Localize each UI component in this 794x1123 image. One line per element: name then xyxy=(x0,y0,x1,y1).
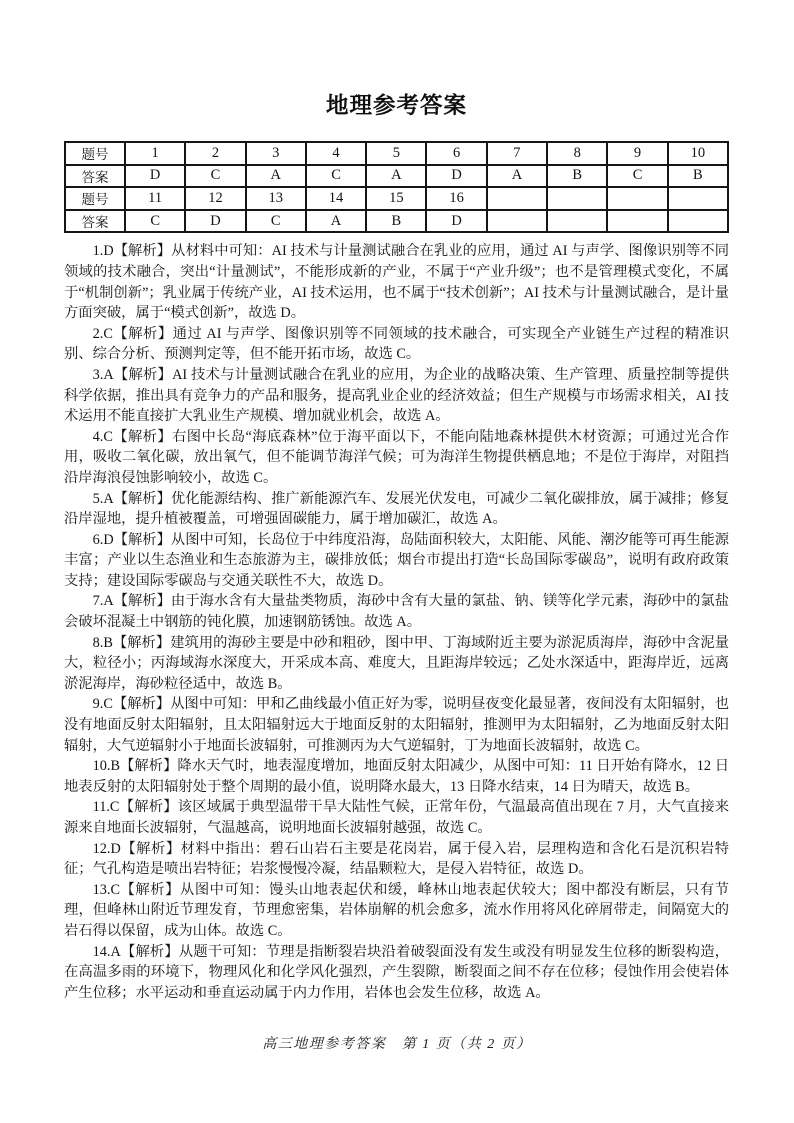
row-label: 答案 xyxy=(65,165,125,188)
answer-cell xyxy=(547,187,607,210)
page-content xyxy=(64,0,729,1003)
row-label: 答案 xyxy=(65,210,125,233)
answer-cell: 13 xyxy=(246,187,306,210)
answer-cell: B xyxy=(366,210,426,233)
explanation-paragraph: 2.C【解析】通过 AI 与声学、图像识别等不同领域的技术融合，可实现全产业链生产过程的精准识别、综合分析、预测判定等，但不能开拓市场，故选 C。 xyxy=(64,325,729,363)
answer-cell xyxy=(668,210,728,233)
answer-cell xyxy=(607,187,667,210)
answer-cell: C xyxy=(185,165,245,188)
explanation-paragraph: 3.A【解析】AI 技术与计量测试融合在乳业的应用，为企业的战略决策、生产管理、质量控制等提供科学依据，推出具有竞争力的产品和服务，提高乳业企业的经济效益；但生产规模与市场需求相关，AI 技术运用不能直接扩大乳业生产规模、增加就业机会，故选 A。 xyxy=(64,366,729,425)
explanation-paragraph: 13.C【解析】从图中可知：馒头山地表起伏和缓，峰林山地表起伏较大；图中都没有断层，只有节理，但峰林山附近节理发育，节理愈密集，岩体崩解的机会愈多，流水作用将风化碎屑带走，间隔宽大的岩石得以保留，成为山体。故选 C。 xyxy=(64,881,729,939)
answer-cell: 3 xyxy=(246,142,306,165)
answer-cell xyxy=(547,210,607,233)
page-title: 地理参考答案 xyxy=(325,93,467,118)
row-label: 题号 xyxy=(65,187,125,210)
answer-cell xyxy=(487,210,547,233)
answer-cell xyxy=(487,187,547,210)
answer-cell xyxy=(668,187,728,210)
answer-cell: C xyxy=(125,210,185,233)
explanation-paragraph: 12.D【解析】材料中指出：碧石山岩石主要是花岗岩，属于侵入岩，层理构造和含化石是沉积岩特征；气孔构造是喷出岩特征；岩浆慢慢冷凝，结晶颗粒大，是侵入岩特征，故选 D。 xyxy=(64,840,729,878)
explanations xyxy=(64,241,729,1003)
answer-cell: A xyxy=(246,165,306,188)
answer-cell: 5 xyxy=(366,142,426,165)
answer-cell: 10 xyxy=(668,142,728,165)
answer-table-row xyxy=(65,210,728,233)
answer-cell xyxy=(607,210,667,233)
explanation-paragraph: 10.B【解析】降水天气时，地表湿度增加，地面反射太阳减少，从图中可知：11 日开始有降水，12 日地表反射的太阳辐射处于整个周期的最小值，说明降水最大，13 日降水结束，14 日为晴天，故选 B。 xyxy=(64,758,729,795)
answer-cell: 14 xyxy=(306,187,366,210)
answer-cell: C xyxy=(246,210,306,233)
answer-cell: A xyxy=(366,165,426,188)
explanation-paragraph: 11.C【解析】该区域属于典型温带干旱大陆性气候，正常年份，气温最高值出现在 7 月，大气直接来源来自地面长波辐射，气温越高，说明地面长波辐射越强，故选 C。 xyxy=(64,799,729,836)
answer-cell: A xyxy=(487,165,547,188)
answer-cell: C xyxy=(607,165,667,188)
answer-cell: 11 xyxy=(125,187,185,210)
answer-cell: 2 xyxy=(185,142,245,165)
answer-table-row xyxy=(65,142,728,165)
page-footer: 高三地理参考答案 第 1 页（共 2 页） xyxy=(262,1037,532,1052)
answer-table-row xyxy=(65,187,728,210)
answer-cell: D xyxy=(426,165,486,188)
explanation-paragraph: 9.C【解析】从图中可知：甲和乙曲线最小值正好为零，说明昼夜变化最显著，夜间没有太阳辐射，也没有地面反射太阳辐射，且太阳辐射远大于地面反射的太阳辐射，推测甲为太阳辐射，乙为地面反射太阳辐射，大气逆辐射小于地面长波辐射，可推测丙为大气逆辐射，丁为地面长波辐射，故选 C。 xyxy=(64,696,729,754)
answer-cell: D xyxy=(125,165,185,188)
answer-cell: B xyxy=(668,165,728,188)
answer-cell: 9 xyxy=(607,142,667,165)
answer-cell: C xyxy=(306,165,366,188)
answer-cell: B xyxy=(547,165,607,188)
answer-cell: 6 xyxy=(426,142,486,165)
answer-cell: D xyxy=(185,210,245,233)
answer-table-row xyxy=(65,165,728,188)
explanation-paragraph: 14.A【解析】从题干可知：节理是指断裂岩块沿着破裂面没有发生或没有明显发生位移的断裂构造，在高温多雨的环境下，物理风化和化学风化强烈，产生裂隙，断裂面之间不存在位移；侵蚀作用会使岩体产生位移；水平运动和垂直运动属于内力作用，岩体也会发生位移，故选 A。 xyxy=(64,943,729,1001)
row-label: 题号 xyxy=(65,142,125,165)
answer-cell: 8 xyxy=(547,142,607,165)
answer-table xyxy=(64,141,729,233)
answer-cell: 4 xyxy=(306,142,366,165)
explanation-paragraph: 8.B【解析】建筑用的海砂主要是中砂和粗砂，图中甲、丁海域附近主要为淤泥质海岸，海砂中含泥量大，粒径小；丙海域海水深度大，开采成本高、难度大，且距海岸较远；乙处水深适中，距海岸近，远离淤泥海岸，海砂粒径适中，故选 B。 xyxy=(64,634,729,692)
answer-cell: 1 xyxy=(125,142,185,165)
explanation-paragraph: 7.A【解析】由于海水含有大量盐类物质，海砂中含有大量的氯盐、钠、镁等化学元素，海砂中的氯盐会破坏混凝土中钢筋的钝化膜，加速钢筋锈蚀。故选 A。 xyxy=(64,593,729,631)
explanation-paragraph: 5.A【解析】优化能源结构、推广新能源汽车、发展光伏发电，可减少二氧化碳排放，属于减排；修复沿岸湿地，提升植被覆盖，可增强固碳能力，属于增加碳汇，故选 A。 xyxy=(64,490,729,528)
answer-cell: 16 xyxy=(426,187,486,210)
explanation-paragraph: 1.D【解析】从材料中可知：AI 技术与计量测试融合在乳业的应用，通过 AI 与声学、图像识别等不同领域的技术融合，突出“计量测试”，不能形成新的产业，不属于“产业升级”；也不是管理模式变化，不属于“机制创新”；乳业属于传统产业，AI 技术运用，也不属于“技术创新”；AI 技术与计量测试融合，是计量方面突破，属于“模式创新”，故选 D。 xyxy=(64,243,729,322)
explanation-paragraph: 4.C【解析】右图中长岛“海底森林”位于海平面以下，不能向陆地森林提供木材资源；可通过光合作用，吸收二氧化碳，放出氧气，但不能调节海洋气候；可为海洋生物提供栖息地；不是位于海岸，对阻挡沿岸海浪侵蚀影响较小，故选 C。 xyxy=(64,428,729,486)
answer-cell: 15 xyxy=(366,187,426,210)
answer-cell: D xyxy=(426,210,486,233)
answer-cell: 12 xyxy=(185,187,245,210)
answer-table-body xyxy=(65,142,728,232)
answer-cell: 7 xyxy=(487,142,547,165)
explanation-paragraph: 6.D【解析】从图中可知，长岛位于中纬度沿海，岛陆面积较大，太阳能、风能、潮汐能等可再生能源丰富；产业以生态渔业和生态旅游为主，碳排放低；烟台市提出打造“长岛国际零碳岛”，说明有政府政策支持；建设国际零碳岛与交通关联性不大，故选 D。 xyxy=(64,531,729,589)
answer-cell: A xyxy=(306,210,366,233)
